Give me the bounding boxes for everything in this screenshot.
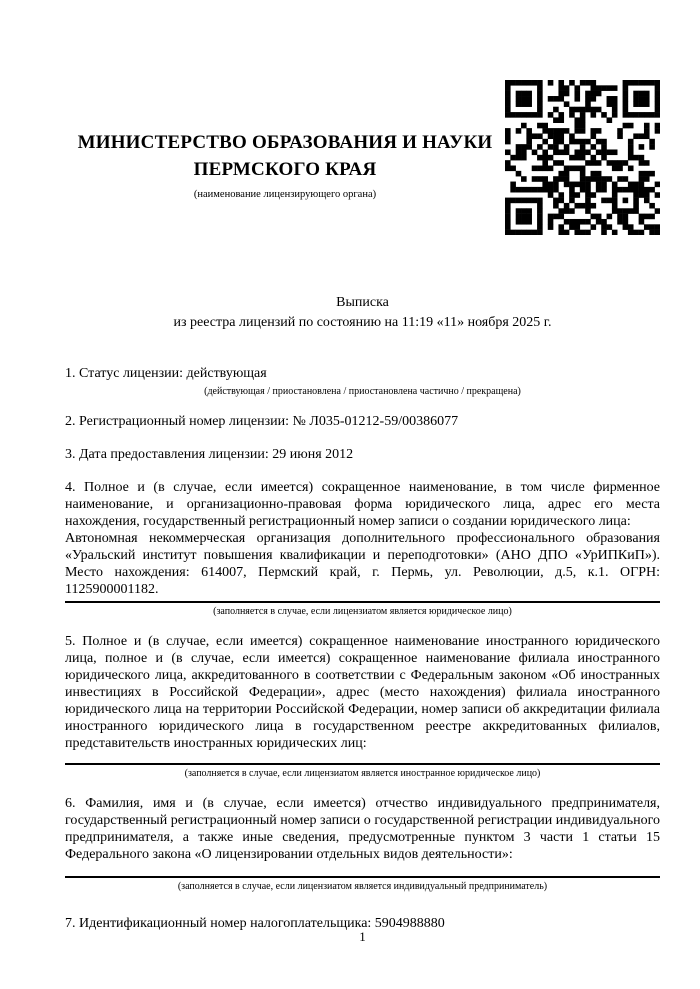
field-license-status-caption: (действующая / приостановлена / приостановлена частично / прекращена): [204, 386, 521, 397]
field-legal-entity-intro: 4. Полное и (в случае, если имеется) сокращенное наименование, в том числе фирменное наименование, и организационно-правовая форма юридического лица, адрес его места нахождения, государственный регистрационный номер записи о создании юридического лица:: [65, 480, 660, 529]
blank-field-line-entrepreneur: [65, 876, 660, 878]
licensing-authority: [65, 129, 505, 200]
field-foreign-legal-entity-caption: (заполняется в случае, если лицензиатом является иностранное юридическое лицо): [184, 768, 541, 779]
document-header: [65, 80, 660, 235]
document-title: [65, 293, 660, 333]
document-title-line2: из реестра лицензий по состоянию на 11:19 «11» ноября 2025 г.: [173, 315, 552, 330]
field-license-grant-date: 3. Дата предоставления лицензии: 29 июня 2012: [65, 447, 354, 462]
field-taxpayer-id: 7. Идентификационный номер налогоплательщика: 5904988880: [65, 916, 445, 931]
field-registration-number: 2. Регистрационный номер лицензии: № Л035-01212-59/00386077: [65, 414, 459, 429]
ministry-name-line2: ПЕРМСКОГО КРАЯ: [193, 159, 377, 180]
field-individual-entrepreneur: 6. Фамилия, имя и (в случае, если имеется) отчество индивидуального предпринимателя, государственный регистрационный номер записи о государственной регистрации индивидуального предпринимателя, а также иные сведения, предусмотренные пунктом 3 части 1 статьи 15 Федерального закона «О лицензировании отдельных видов деятельности»:: [65, 796, 660, 862]
qr-code-svg: [505, 80, 660, 235]
field-foreign-legal-entity: 5. Полное и (в случае, если имеется) сокращенное наименование иностранного юридического лица, полное и (в случае, если имеется) сокращенное наименование филиала иностранного юридического лица, аккредитованного в соответствии с Федеральным законом «Об иностранных инвестициях в Российской Федерации», адрес (место нахождения) филиала иностранного юридического лица на территории Российской Федерации, номер записи об аккредитации филиала иностранного юридического лица в государственном реестре аккредитованных филиалов, представительств иностранных юридических лиц:: [65, 634, 660, 751]
field-legal-entity: [65, 479, 660, 598]
field-individual-entrepreneur-caption: (заполняется в случае, если лицензиатом является индивидуальный предприниматель): [177, 881, 548, 892]
field-legal-entity-value: Автономная некоммерческая организация дополнительного профессионального образования «Уральский институт повышения квалификации и переподготовки» (АНО ДПО «УрИПКиП»). Место нахождения: 614007, Пермский край, г. Пермь, ул. Революции, д.5, к.1. ОГРН: 1125900001182.: [65, 531, 660, 597]
blank-field-line-legal-entity: [65, 601, 660, 603]
document-title-line1: Выписка: [336, 295, 389, 310]
blank-field-line-foreign-entity: [65, 763, 660, 765]
page-number: 1: [359, 929, 366, 944]
qr-code: [505, 80, 660, 235]
authority-field-caption: (наименование лицензирующего органа): [193, 189, 377, 200]
ministry-name-line1: МИНИСТЕРСТВО ОБРАЗОВАНИЯ И НАУКИ: [77, 132, 493, 153]
field-legal-entity-caption: (заполняется в случае, если лицензиатом является юридическое лицо): [213, 606, 512, 617]
field-license-status: 1. Статус лицензии: действующая: [65, 366, 267, 381]
